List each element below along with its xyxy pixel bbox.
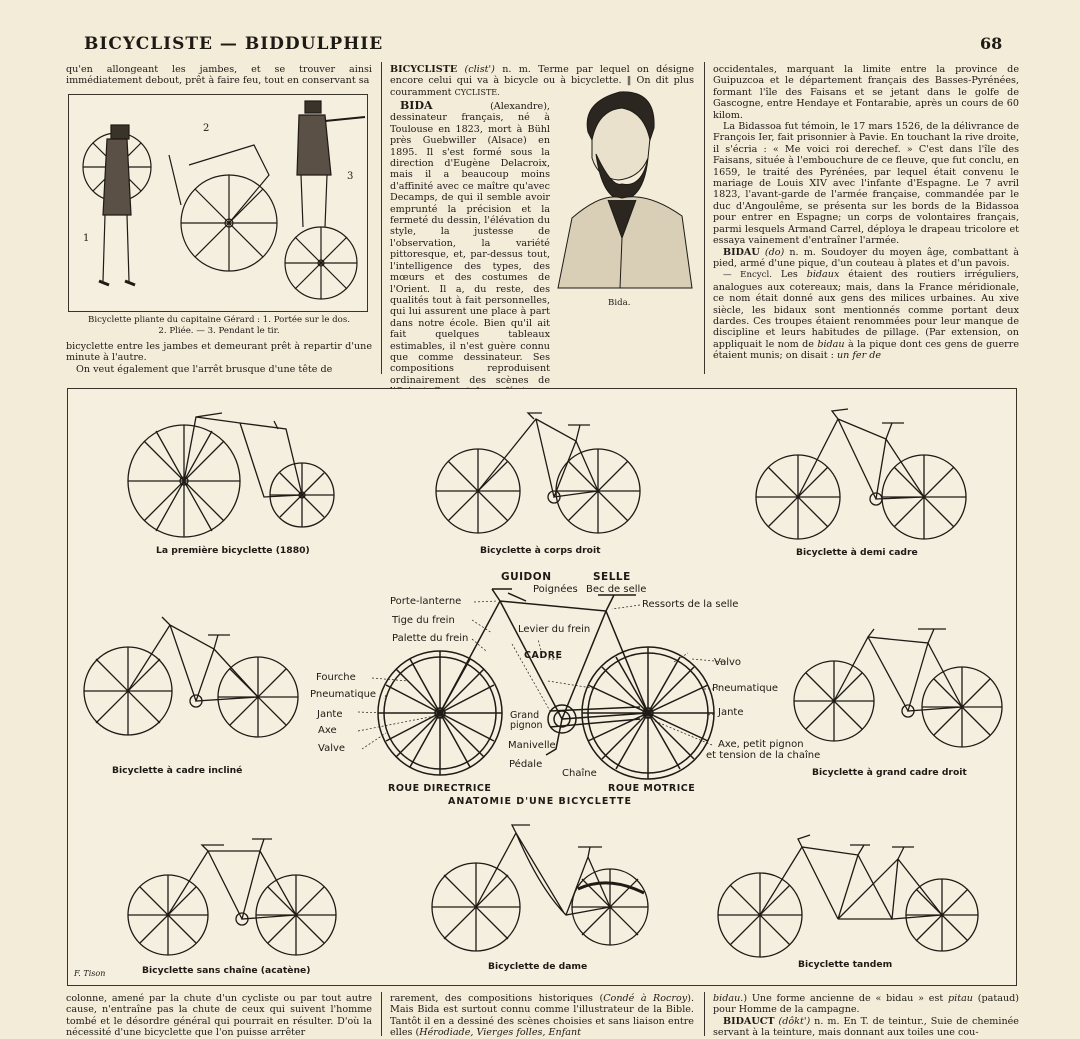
entry-bidau: [713, 247, 1019, 270]
tandem-bicycle-drawing: [718, 835, 978, 957]
caption-half-frame: Bicyclette à demi cadre: [796, 547, 918, 558]
first-bicycle-drawing: [128, 413, 334, 537]
column-3-bottom: [713, 993, 1019, 1039]
illustrator-signature: F. Tison: [74, 969, 106, 978]
bida-portrait: [552, 88, 700, 308]
chainless-bicycle-drawing: [128, 839, 336, 955]
label-roue-motrice: ROUE MOTRICE: [608, 783, 696, 794]
caption-lady: Bicyclette de dame: [488, 961, 588, 972]
label-jante-left: Jante: [317, 709, 343, 720]
pronunciation: (clist'): [464, 64, 495, 75]
label-tension-chaine: et tension de la chaîne: [706, 750, 821, 761]
label-pneumatique-left: Pneumatique: [310, 689, 377, 700]
entry-bida: [390, 100, 550, 432]
caption-inclined-frame: Bicyclette à cadre incliné: [112, 765, 243, 776]
label-fourche: Fourche: [316, 672, 356, 683]
portrait-drawing: [552, 88, 700, 298]
label-pneumatique-right: Pneumatique: [712, 683, 779, 694]
paragraph: colonne, amené par la chute d'un cycliste ou par tout autre cause, n'entraîne pas la chute de ceux qui suivent l'homme tombé et le désordre général qui pourrait en résulter. D'où la nécessité d'une bicyclette que l'on puisse arrêter: [66, 993, 372, 1039]
label-valvo: Valvo: [714, 657, 742, 668]
column-1-bottom: [66, 993, 372, 1039]
label-axe-petit-pignon: Axe, petit pignon: [718, 739, 804, 750]
label-roue-directrice: ROUE DIRECTRICE: [388, 783, 492, 794]
caption-straight-frame: Bicyclette à corps droit: [480, 545, 601, 556]
label-levier-frein: Levier du frein: [518, 624, 591, 635]
running-title: BICYCLISTE — BIDDULPHIE: [84, 34, 384, 54]
folding-bicycle-drawing: [69, 95, 367, 311]
paragraph: [390, 993, 694, 1039]
label-tige-frein: Tige du frein: [392, 615, 455, 626]
entry-bidauct: [713, 1016, 1019, 1039]
bicycle-plate-drawing: [68, 389, 1016, 985]
label-bec-de-selle: Bec de selle: [586, 584, 647, 595]
column-rule: [704, 62, 705, 374]
text: étaient des routiers irréguliers, analogues aux cotereaux; mais, dans la France méridionale, ce nom était donné aux gens des milices urbaines. Au xive siècle, les bidaux sont mentionnés comme portant deux dardes. Ces troupes étaient renommées pour leur manque de discipline et leurs habitudes de pillage. (Par extension, on appliquait le nom de: [713, 269, 1019, 350]
entry-term: BIDAU: [723, 246, 760, 258]
caption-tandem: Bicyclette tandem: [798, 959, 893, 970]
encycl-label: — Encycl.: [723, 270, 772, 281]
label-poignees: Poignées: [533, 584, 578, 595]
label-porte-lanterne: Porte-lanterne: [390, 596, 462, 607]
definition: n. m. Terme par lequel on désigne encore celui qui va à bicycle ou à bicyclette. ‖ On dit plus couramment: [390, 64, 694, 98]
label-manivelle: Manivelle: [508, 740, 556, 751]
label-ressorts: Ressorts de la selle: [642, 599, 739, 610]
entry-term: BICYCLISTE: [390, 64, 458, 75]
paragraph: bicyclette entre les jambes et demeurant prêt à repartir d'une minute à l'autre.: [66, 341, 372, 364]
column-rule: [704, 992, 705, 1036]
folding-bicycle-illustration: [68, 94, 368, 312]
label-palette-frein: Palette du frein: [392, 633, 469, 644]
encyclopedia-note: [713, 269, 1019, 361]
anatomy-title: ANATOMIE D'UNE BICYCLETTE: [448, 796, 632, 807]
column-3-top: [713, 64, 1019, 362]
text: Les: [780, 269, 807, 281]
inclined-frame-bicycle-drawing: [84, 617, 298, 737]
label-jante-right: Jante: [718, 707, 744, 718]
definition: n. m. Soudoyer du moyen âge, combattant à pied, armé d'une pique, d'un couteau à plates et d'un pavois.: [713, 246, 1019, 269]
plate-number-1: 1: [83, 233, 90, 244]
caption-line: Bicyclette pliante du capitaine Gérard : 1. Portée sur le dos.: [88, 315, 350, 325]
straight-frame-bicycle-drawing: [436, 413, 640, 533]
text: (pataud) pour Homme de la campagne.: [713, 993, 1020, 1016]
text: rarement, des compositions historiques (: [390, 993, 604, 1004]
column-1-top: [66, 64, 372, 87]
column-2-bottom: [390, 993, 694, 1039]
italic-term: bidaux: [806, 269, 840, 281]
column-rule: [381, 992, 382, 1036]
entry-term: BIDAUCT: [723, 1015, 775, 1027]
paragraph: occidentales, marquant la limite entre la province de Guipuzcoa et le département français des Basses-Pyrénées, formant l'île des Faisans et se jetant dans le golfe de Gascogne, entre Hendaye et Fontarabie, après un cours de 60 kilom.: [713, 64, 1019, 121]
cross-reference: CYCLISTE.: [454, 87, 500, 97]
pronunciation: (do): [764, 246, 785, 258]
italic-term: pitau: [948, 993, 973, 1004]
text: ) Une forme ancienne de « bidau » est: [743, 993, 949, 1004]
italic-term: bidau: [817, 338, 845, 350]
paragraph: qu'en allongeant les jambes, et se trouver ainsi immédiatement debout, prêt à faire feu, tout en conservant sa: [66, 64, 372, 87]
definition: n. m. En T. de teintur., Suie de cheminée servant à la teinture, mais donnant aux toiles une cou-: [713, 1015, 1019, 1039]
italic-title: Hérodiade, Vierges folles, Enfant: [419, 1027, 582, 1039]
label-cadre: CADRE: [524, 650, 563, 661]
entry-term: BIDA: [400, 99, 433, 112]
italic-title: Condé à Rocroy: [603, 993, 688, 1004]
large-frame-bicycle-drawing: [794, 629, 1002, 747]
paragraph: On veut également que l'arrêt brusque d'une tête de: [76, 363, 333, 375]
text: à la pique dont ces gens de guerre étaient munis; on disait :: [713, 338, 1020, 362]
column-1-continuation: [66, 341, 372, 375]
italic-term: un fer de: [836, 350, 882, 362]
entry-text: (Alexandre), dessinateur français, né à Toulouse en 1823, mort à Bühl près Guebwiller (Alsace) en 1895. Il s'est formé sous la direction d'Eugène Delacroix, mais il a beaucoup moins d'affinité avec ce maître qu'avec Decamps, de qui il semble avoir emprunté la précision et la fermeté du dessin, l'élévation du style, la justesse de l'observation, la variété pittoresque, et, par-dessus tout, l'intelligence des types, des mœurs et des costumes de l'Orient. Il a, du reste, des qualités tout à fait personnelles, qui lui assurent une place à part dans notre école. Bien qu'il ait fait quelques tableaux estimables, il n'est guère connu que comme dessinateur. Ses compositions reproduisent ordinairement des scènes de: [390, 101, 550, 386]
caption-chainless: Bicyclette sans chaîne (acatène): [142, 965, 311, 976]
caption-first-bicycle: La première bicyclette (1880): [156, 545, 310, 556]
caption-line: 2. Pliée. — 3. Pendant le tir.: [158, 325, 280, 336]
paragraph: [713, 993, 1019, 1016]
plate-number-2: 2: [203, 123, 210, 134]
paragraph: La Bidassoa fut témoin, le 17 mars 1526, de la délivrance de François Ier, fait prisonnier à Pavie. En touchant la rive droite, il s'écria : « Me voici roi derechef. » C'est dans l'île des Faisans, située à l'embouchure de ce fleuve, que fut conclu, en 1659, le traité des Pyrénées, par lequel était convenu le mariage de Louis XIV avec l'infante d'Espagne. Le 7 avril 1823, l'avant-garde de l'armée française, commandée par le duc d'Angoulême, se présenta sur les bords de la Bidassoa pour entrer en Espagne; un corps de volontaires français, parmi lesquels Armand Carrel, déploya le drapeau tricolore et essaya vainement d'entraîner l'armée.: [713, 121, 1019, 247]
column-rule: [381, 62, 382, 374]
text: ). Mais Bida est surtout connu comme l'illustrateur de la Bible. Tantôt il en a dessiné des scènes choisies et sans liaison entre elles (: [390, 993, 694, 1039]
italic-term: bidau.: [713, 993, 744, 1004]
portrait-caption: Bida.: [608, 298, 631, 308]
caption-large-frame: Bicyclette à grand cadre droit: [812, 767, 967, 778]
folding-bicycle-caption: [66, 315, 372, 336]
lady-bicycle-drawing: [432, 825, 648, 951]
label-axe: Axe: [318, 725, 337, 736]
label-chaine: Chaîne: [562, 768, 597, 779]
label-valve: Valve: [318, 743, 346, 754]
label-guidon: GUIDON: [501, 571, 552, 583]
entry-bida-left: [390, 100, 550, 432]
page-number: 68: [980, 34, 1003, 53]
bicycle-plate: [67, 388, 1017, 986]
label-selle: SELLE: [593, 571, 631, 583]
pronunciation: (dôkt'): [778, 1015, 811, 1027]
label-pedale: Pédale: [509, 759, 543, 770]
label-grand-pignon: Grand pignon: [510, 710, 543, 731]
half-frame-bicycle-drawing: [756, 409, 966, 539]
plate-number-3: 3: [347, 171, 354, 182]
